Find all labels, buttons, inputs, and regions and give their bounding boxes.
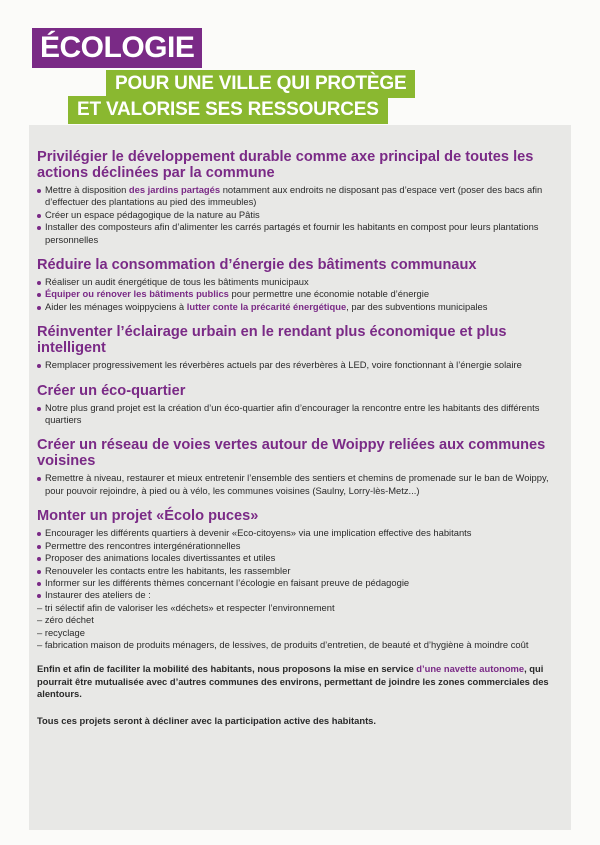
list-item <box>37 472 563 497</box>
section <box>37 383 563 427</box>
item-text: Remettre à niveau, restaurer et mieux entretenir l’ensemble des sentiers et chemins de promenade sur le ban de Woippy, pour pouvoir rejoindre, à pied ou à vélo, les communes voisines (Saulny, Lorry-lès-Metz...) <box>45 472 549 496</box>
highlighted-text: Équiper ou rénover les bâtiments publics <box>45 288 229 300</box>
section <box>37 324 563 371</box>
item-text: Instaurer des ateliers de : <box>45 589 151 601</box>
list-item <box>37 540 563 552</box>
item-text: Renouveler les contacts entre les habitants, les rassembler <box>45 564 291 576</box>
bullet-list <box>37 472 563 497</box>
bullet-list <box>37 184 563 246</box>
list-item <box>37 565 563 577</box>
page-title: ÉCOLOGIE <box>32 28 202 68</box>
list-item <box>37 221 563 246</box>
list-item <box>37 184 563 209</box>
subtitle-line-1: POUR UNE VILLE QUI PROTÈGE <box>106 70 415 98</box>
closing-highlight: d’une navette autonome <box>416 663 525 675</box>
item-text: Proposer des animations locales divertissantes et utiles <box>45 552 276 564</box>
closing-text: Enfin et afin de faciliter la mobilité des habitants, nous proposons la mise en service <box>37 663 417 675</box>
list-item <box>37 552 563 564</box>
section <box>37 257 563 313</box>
item-text: Installer des composteurs afin d’alimenter les carrés partagés et fournir les habitants en compost pour leurs plantations personnelles <box>45 221 539 245</box>
dash-item: – tri sélectif afin de valoriser les «déchets» et respecter l’environnement <box>37 601 335 613</box>
section-heading: Privilégier le développement durable comme axe principal de toutes les actions déclinées par la commune <box>37 149 534 181</box>
item-text: Remplacer progressivement les réverbères actuels par des réverbères à LED, voire fonctionnant à l’énergie solaire <box>45 359 522 371</box>
section <box>37 149 563 246</box>
list-item <box>37 301 563 313</box>
list-item <box>37 288 563 300</box>
section-heading: Monter un projet «Écolo puces» <box>37 508 259 525</box>
dash-item: – fabrication maison de produits ménagers, de lessives, de produits d’entretien, de beauté et d’hygiène à moindre coût <box>37 638 529 650</box>
section <box>37 508 563 651</box>
bullet-list <box>37 359 563 371</box>
list-item <box>37 527 563 539</box>
section-heading: Réduire la consommation d’énergie des bâtiments communaux <box>37 257 477 274</box>
list-item <box>37 589 563 601</box>
highlighted-text: des jardins partagés <box>128 184 221 195</box>
bullet-list <box>37 402 563 427</box>
closing-paragraph <box>37 663 563 700</box>
item-text: pour permettre une économie notable d’énergie <box>228 288 430 300</box>
content-panel <box>29 125 571 830</box>
list-item <box>37 359 563 371</box>
list-item <box>37 402 563 427</box>
bullet-list <box>37 527 563 651</box>
sections-container <box>37 149 563 727</box>
list-item <box>37 577 563 589</box>
subtitle-line-2: ET VALORISE SES RESSOURCES <box>68 96 388 124</box>
list-item <box>37 209 563 221</box>
dash-item: – zéro déchet <box>37 614 94 626</box>
item-text: notamment aux endroits ne disposant pas d’espace vert (poser des bacs afin d’effectuer des plantations au pied des immeubles) <box>45 184 543 208</box>
item-text: Encourager les différents quartiers à devenir «Eco-citoyens» via une implication effective des habitants <box>45 527 472 539</box>
section-heading: Créer un réseau de voies vertes autour de Woippy reliées aux communes voisines <box>37 437 546 470</box>
item-text: Permettre des rencontres intergénérationnelles <box>45 539 241 551</box>
item-text: Créer un espace pédagogique de la nature au Pâtis <box>45 208 260 220</box>
bullet-list <box>37 276 563 313</box>
item-text: Mettre à disposition <box>45 184 129 195</box>
highlighted-text: lutter conte la précarité énergétique <box>186 300 347 312</box>
item-text: Aider les ménages woippyciens à <box>45 300 187 312</box>
list-item <box>37 276 563 288</box>
section-heading: Réinventer l’éclairage urbain en le rendant plus économique et plus intelligent <box>37 324 507 357</box>
final-note: Tous ces projets seront à décliner avec la participation active des habitants. <box>37 714 377 726</box>
closing-text: , qui pourrait être mutualisée avec d’autres communes des environs, permettant de joindre les zones commerciales des alentours. <box>37 663 549 700</box>
item-text: Informer sur les différents thèmes concernant l’écologie en faisant preuve de pédagogie <box>45 576 410 588</box>
item-text: Notre plus grand projet est la création d’un éco-quartier afin d’encourager la rencontre entre les habitants des différents quartiers <box>45 401 540 426</box>
section <box>37 437 563 497</box>
item-text: , par des subventions municipales <box>346 300 488 312</box>
dash-item: – recyclage <box>37 626 85 638</box>
item-text: Réaliser un audit énergétique de tous les bâtiments municipaux <box>45 276 309 288</box>
section-heading: Créer un éco-quartier <box>37 382 186 399</box>
